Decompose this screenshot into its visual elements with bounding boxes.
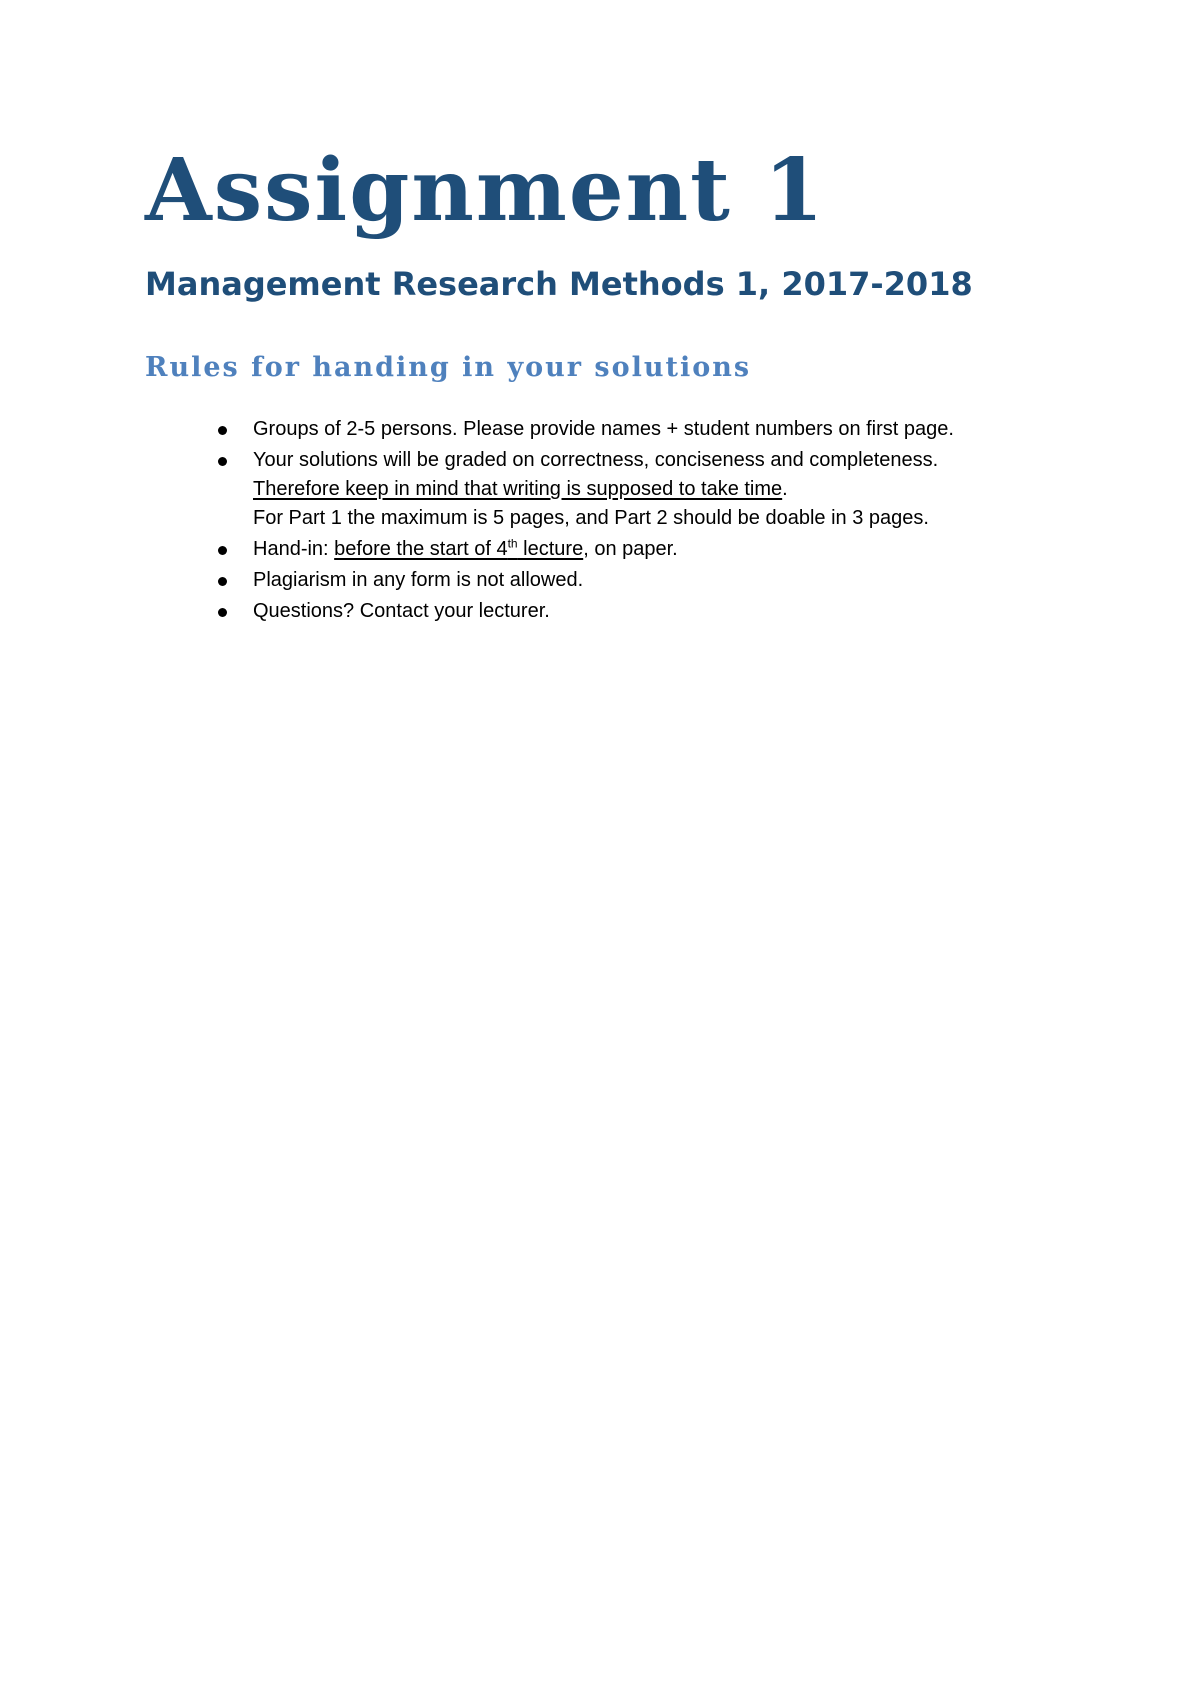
rule-suffix: , on paper.	[583, 538, 678, 560]
underlined-part: before the start of 4	[334, 538, 508, 560]
list-item	[253, 597, 1080, 626]
list-item	[253, 415, 1080, 444]
superscript: th	[507, 536, 518, 551]
rule-text: Questions? Contact your lecturer.	[253, 600, 550, 622]
rule-text: Plagiarism in any form is not allowed.	[253, 569, 584, 591]
list-item	[253, 446, 1080, 533]
bullet-icon	[218, 426, 227, 435]
bullet-icon	[218, 546, 227, 555]
bullet-icon	[218, 577, 227, 586]
rule-text-end: .	[782, 478, 788, 500]
bullet-icon	[218, 457, 227, 466]
rule-text: For Part 1 the maximum is 5 pages, and Part 2 should be doable in 3 pages.	[253, 507, 929, 529]
list-item	[253, 535, 1080, 564]
list-item	[253, 566, 1080, 595]
rule-text-line	[253, 475, 1080, 504]
section-heading: Rules for handing in your solutions	[145, 352, 752, 383]
underlined-part: lecture	[517, 538, 584, 560]
rule-text: Groups of 2-5 persons. Please provide names + student numbers on first page.	[253, 418, 954, 440]
underlined-text	[334, 538, 583, 560]
document-title: Assignment 1	[145, 140, 826, 241]
rule-text: Your solutions will be graded on correctness, conciseness and completeness.	[253, 449, 939, 471]
bullet-icon	[218, 608, 227, 617]
rule-prefix: Hand-in:	[253, 538, 335, 560]
rules-list	[145, 415, 1080, 626]
document-subtitle: Management Research Methods 1, 2017-2018	[145, 265, 973, 303]
underlined-text: Therefore keep in mind that writing is supposed to take time	[253, 478, 783, 500]
